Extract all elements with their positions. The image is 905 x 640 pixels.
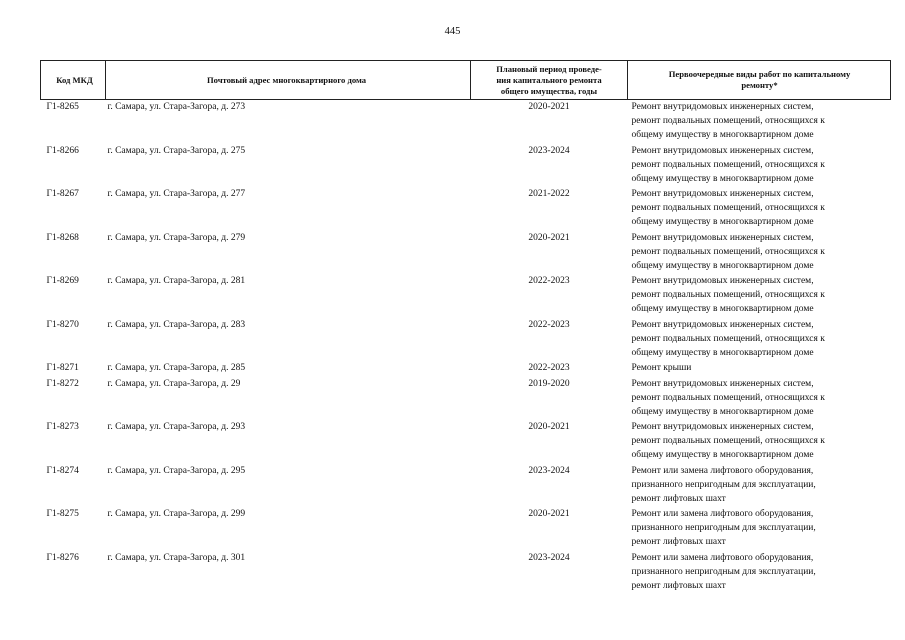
cell-works-text: Ремонт или замена лифтового оборудования, признанного непригодным для эксплуатации, ремонт лифтовых шахт <box>631 509 816 547</box>
table-row <box>41 318 891 362</box>
cell-code <box>41 274 106 318</box>
cell-works-text: Ремонт внутридомовых инженерных систем, ремонт подвальных помещений, относящихся к общему имуществу в многоквартирном доме <box>631 319 825 358</box>
cell-code-text: Г1-8270 <box>46 319 79 330</box>
cell-period <box>471 420 628 464</box>
header-works-text: Первоочередные виды работ по капитальному ремонту* <box>668 69 851 90</box>
cell-period <box>471 464 628 508</box>
cell-code-text: Г1-8272 <box>46 378 79 389</box>
cell-code-text: Г1-8275 <box>46 509 79 519</box>
cell-works-text: Ремонт внутридомовых инженерных систем, ремонт подвальных помещений, относящихся к общему имуществу в многоквартирном доме <box>631 145 825 184</box>
cell-period-text: 2020-2021 <box>528 509 570 519</box>
cell-code-text: Г1-8266 <box>46 145 79 156</box>
cell-period <box>471 318 628 362</box>
cell-works <box>628 231 891 275</box>
cell-period <box>471 377 628 421</box>
cell-address <box>106 274 471 318</box>
cell-address-text: г. Самара, ул. Стара-Загора, д. 273 <box>107 102 246 112</box>
cell-address-text: г. Самара, ул. Стара-Загора, д. 29 <box>107 378 241 389</box>
cell-code-text: Г1-8274 <box>46 465 79 476</box>
table-row <box>41 464 891 508</box>
cell-works-text: Ремонт внутридомовых инженерных систем, ремонт подвальных помещений, относящихся к общему имуществу в многоквартирном доме <box>631 378 825 417</box>
cell-address <box>106 507 471 551</box>
cell-period-text: 2020-2021 <box>528 102 570 112</box>
table-row <box>41 551 891 595</box>
cell-address <box>106 377 471 421</box>
cell-works-text: Ремонт внутридомовых инженерных систем, ремонт подвальных помещений, относящихся к общему имуществу в многоквартирном доме <box>631 189 825 227</box>
cell-works <box>628 507 891 551</box>
cell-code-text: Г1-8268 <box>46 232 79 243</box>
cell-period-text: 2021-2022 <box>528 189 570 199</box>
cell-period-text: 2020-2021 <box>528 422 570 432</box>
header-works <box>628 61 891 100</box>
cell-code <box>41 377 106 421</box>
cell-address <box>106 231 471 275</box>
cell-period-text: 2019-2020 <box>528 378 570 389</box>
cell-period <box>471 274 628 318</box>
table-row <box>41 187 891 231</box>
cell-code <box>41 318 106 362</box>
cell-code <box>41 551 106 595</box>
cell-address <box>106 464 471 508</box>
cell-address-text: г. Самара, ул. Стара-Загора, д. 277 <box>107 189 246 199</box>
table-row <box>41 144 891 188</box>
table-row <box>41 100 891 144</box>
cell-period <box>471 187 628 231</box>
cell-period-text: 2023-2024 <box>528 552 570 563</box>
cell-code-text: Г1-8267 <box>46 189 79 199</box>
cell-works <box>628 144 891 188</box>
cell-period-text: 2020-2021 <box>528 232 570 243</box>
cell-works <box>628 274 891 318</box>
cell-address-text: г. Самара, ул. Стара-Загора, д. 285 <box>107 363 246 373</box>
cell-address <box>106 551 471 595</box>
cell-period-text: 2023-2024 <box>528 465 570 476</box>
cell-address <box>106 318 471 362</box>
cell-works-text: Ремонт или замена лифтового оборудования, признанного непригодным для эксплуатации, ремонт лифтовых шахт <box>631 552 816 591</box>
cell-code <box>41 464 106 508</box>
cell-period-text: 2022-2023 <box>528 319 570 330</box>
cell-address-text: г. Самара, ул. Стара-Загора, д. 301 <box>107 552 246 563</box>
cell-address <box>106 100 471 144</box>
cell-code-text: Г1-8273 <box>46 422 79 432</box>
cell-code-text: Г1-8269 <box>46 276 79 286</box>
cell-works-text: Ремонт внутридомовых инженерных систем, ремонт подвальных помещений, относящихся к общему имуществу в многоквартирном доме <box>631 276 825 314</box>
cell-works-text: Ремонт внутридомовых инженерных систем, ремонт подвальных помещений, относящихся к общему имуществу в многоквартирном доме <box>631 102 825 140</box>
cell-code <box>41 361 106 377</box>
cell-code <box>41 144 106 188</box>
cell-period <box>471 100 628 144</box>
cell-works <box>628 551 891 595</box>
cell-address-text: г. Самара, ул. Стара-Загора, д. 279 <box>107 232 246 243</box>
cell-works-text: Ремонт или замена лифтового оборудования, признанного непригодным для эксплуатации, ремонт лифтовых шахт <box>631 465 816 504</box>
cell-works <box>628 100 891 144</box>
header-address: Почтовый адрес многоквартирного дома <box>106 61 471 100</box>
table-row <box>41 507 891 551</box>
cell-works <box>628 377 891 421</box>
cell-code <box>41 100 106 144</box>
cell-works-text: Ремонт крыши <box>631 363 692 373</box>
cell-address <box>106 420 471 464</box>
cell-code-text: Г1-8276 <box>46 552 79 563</box>
cell-code-text: Г1-8271 <box>46 363 79 373</box>
cell-period <box>471 551 628 595</box>
cell-address <box>106 361 471 377</box>
header-code: Код МКД <box>41 61 106 100</box>
header-period-text: Плановый период проведе- ния капитального ремонта общего имущества, годы <box>496 63 602 96</box>
cell-code-text: Г1-8265 <box>46 102 79 112</box>
table-body <box>41 100 891 595</box>
header-period <box>471 61 628 100</box>
cell-works <box>628 464 891 508</box>
cell-code <box>41 187 106 231</box>
cell-address-text: г. Самара, ул. Стара-Загора, д. 295 <box>107 465 246 476</box>
cell-code <box>41 507 106 551</box>
cell-code <box>41 231 106 275</box>
cell-period <box>471 361 628 377</box>
cell-address-text: г. Самара, ул. Стара-Загора, д. 275 <box>107 145 246 156</box>
cell-works <box>628 420 891 464</box>
cell-address <box>106 144 471 188</box>
repair-schedule-table <box>40 60 891 594</box>
table-row <box>41 420 891 464</box>
cell-address-text: г. Самара, ул. Стара-Загора, д. 299 <box>107 509 246 519</box>
table-row <box>41 361 891 377</box>
cell-period-text: 2023-2024 <box>528 145 570 156</box>
cell-address-text: г. Самара, ул. Стара-Загора, д. 283 <box>107 319 246 330</box>
table-header <box>41 61 891 100</box>
cell-period-text: 2022-2023 <box>528 363 570 373</box>
cell-period <box>471 231 628 275</box>
page-number: 445 <box>444 26 461 37</box>
header-row <box>41 61 891 100</box>
cell-period <box>471 507 628 551</box>
cell-works <box>628 318 891 362</box>
cell-works-text: Ремонт внутридомовых инженерных систем, ремонт подвальных помещений, относящихся к общему имуществу в многоквартирном доме <box>631 232 825 271</box>
cell-address-text: г. Самара, ул. Стара-Загора, д. 281 <box>107 276 246 286</box>
cell-code <box>41 420 106 464</box>
table-row <box>41 231 891 275</box>
cell-period-text: 2022-2023 <box>528 276 570 286</box>
cell-works-text: Ремонт внутридомовых инженерных систем, ремонт подвальных помещений, относящихся к общему имуществу в многоквартирном доме <box>631 422 825 460</box>
cell-period <box>471 144 628 188</box>
cell-address <box>106 187 471 231</box>
table-row <box>41 377 891 421</box>
cell-works <box>628 361 891 377</box>
cell-works <box>628 187 891 231</box>
cell-address-text: г. Самара, ул. Стара-Загора, д. 293 <box>107 422 246 432</box>
table-row <box>41 274 891 318</box>
